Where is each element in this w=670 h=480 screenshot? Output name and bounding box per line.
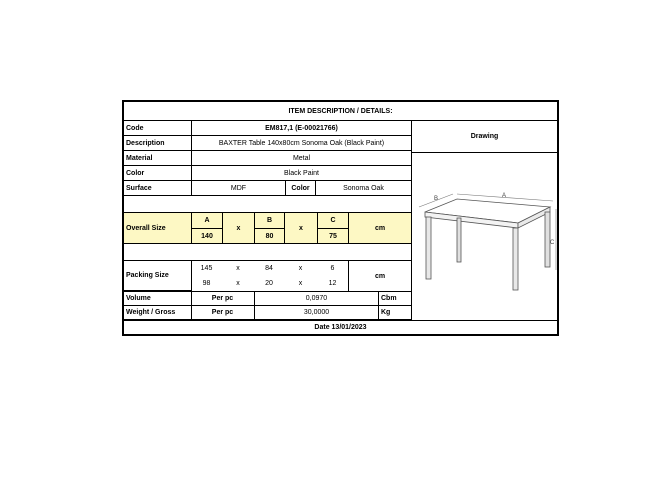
volume-label: Volume bbox=[124, 292, 191, 306]
table-drawing bbox=[417, 192, 557, 302]
overall-b-header: B bbox=[254, 213, 284, 229]
volume-per: Per pc bbox=[191, 292, 254, 306]
packing-unit: cm bbox=[348, 261, 411, 291]
overall-size-label: Overall Size bbox=[124, 213, 191, 244]
packing-r1-sep2: x bbox=[298, 265, 303, 272]
dim-b-label: B bbox=[434, 196, 439, 202]
packing-r2-c: 12 bbox=[328, 280, 337, 287]
description-label: Description bbox=[124, 136, 191, 151]
code-value: EM817,1 (E-00021766) bbox=[191, 121, 411, 136]
packing-r1-sep1: x bbox=[236, 265, 240, 272]
material-value: Metal bbox=[191, 151, 411, 166]
overall-a-header: A bbox=[191, 213, 222, 229]
volume-value: 0,0970 bbox=[254, 292, 378, 306]
weight-value: 30,0000 bbox=[254, 306, 378, 320]
packing-r1-b: 84 bbox=[265, 265, 273, 272]
color-label: Color bbox=[124, 166, 191, 181]
surface-color-value: Sonoma Oak bbox=[315, 181, 411, 196]
dim-a-label: A bbox=[502, 193, 507, 199]
color-value: Black Paint bbox=[191, 166, 411, 181]
overall-sep-2: x bbox=[284, 213, 317, 244]
surface-label: Surface bbox=[124, 181, 191, 196]
drawing-title: Drawing bbox=[412, 121, 557, 153]
weight-per: Per pc bbox=[191, 306, 254, 320]
overall-unit: cm bbox=[348, 213, 411, 244]
packing-r2-sep2: x bbox=[298, 280, 303, 287]
packing-r2-sep1: x bbox=[236, 280, 240, 287]
surface-color-label: Color bbox=[285, 181, 315, 196]
packing-r1-c: 6 bbox=[330, 265, 335, 272]
packing-r2-a: 98 bbox=[202, 280, 211, 287]
surface-value: MDF bbox=[191, 181, 285, 196]
packing-r2-b: 20 bbox=[265, 280, 273, 287]
code-label: Code bbox=[124, 121, 191, 136]
packing-size-label: Packing Size bbox=[124, 261, 191, 291]
sheet-title: ITEM DESCRIPTION / DETAILS: bbox=[124, 102, 557, 121]
description-value: BAXTER Table 140x80cm Sonoma Oak (Black Paint) bbox=[191, 136, 411, 151]
footer-date: Date 13/01/2023 bbox=[314, 324, 367, 331]
volume-unit: Cbm bbox=[378, 292, 411, 306]
weight-unit: Kg bbox=[378, 306, 411, 320]
overall-c-value: 75 bbox=[317, 229, 348, 244]
dim-c-label: C bbox=[550, 240, 555, 246]
overall-b-value: 80 bbox=[254, 229, 284, 244]
material-label: Material bbox=[124, 151, 191, 166]
packing-r1-a: 145 bbox=[200, 265, 213, 272]
weight-label: Weight / Gross bbox=[124, 306, 191, 320]
item-details-sheet bbox=[122, 100, 559, 336]
overall-c-header: C bbox=[317, 213, 348, 229]
overall-sep-1: x bbox=[222, 213, 254, 244]
overall-a-value: 140 bbox=[191, 229, 222, 244]
